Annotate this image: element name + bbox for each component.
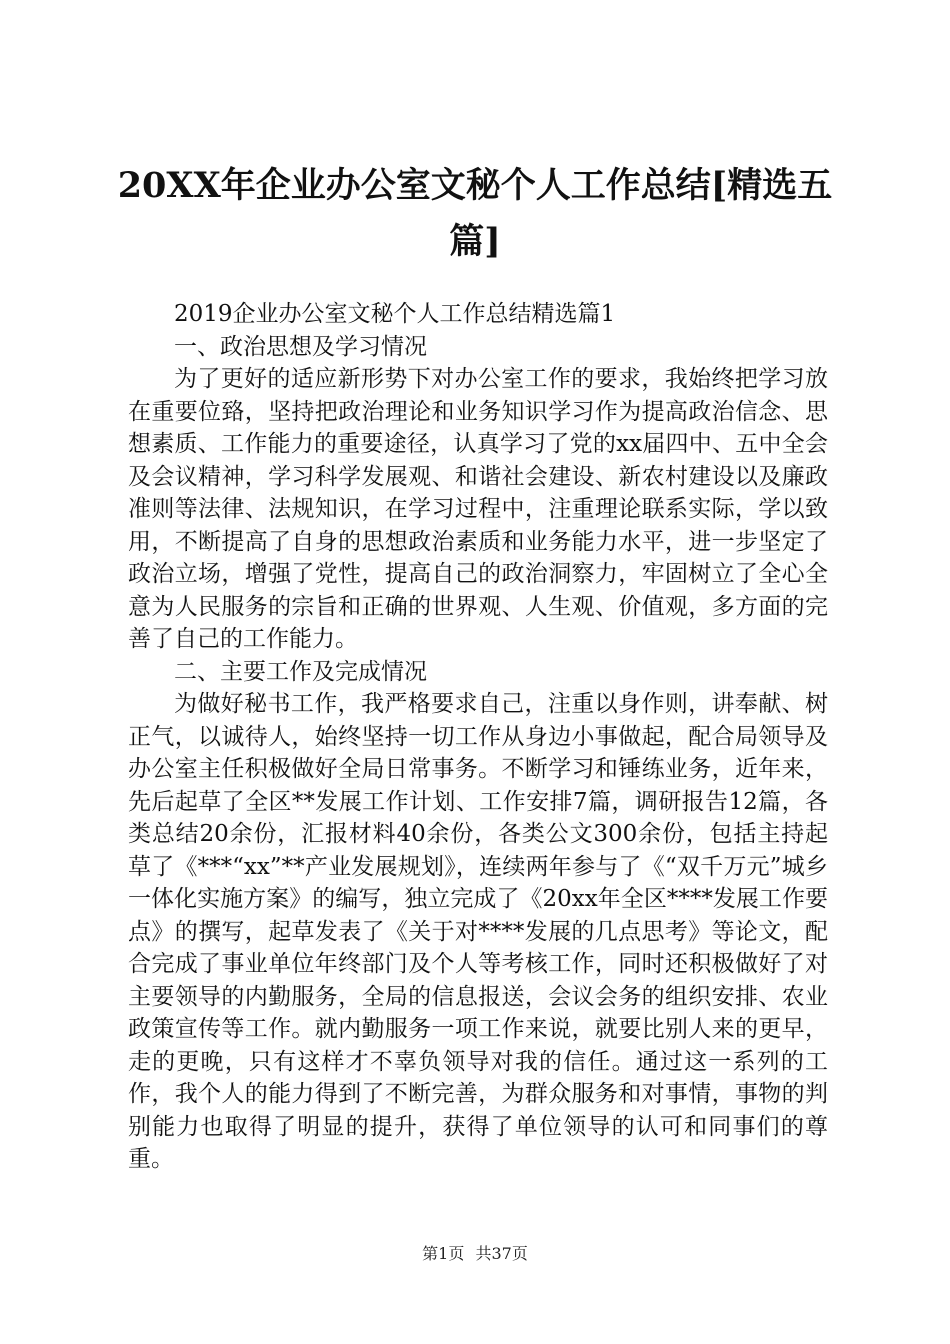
- document-body: [128, 298, 828, 1176]
- page-footer: [0, 1244, 950, 1264]
- section-heading-main-work: 二、主要工作及完成情况: [174, 658, 427, 685]
- section-heading-politics: 一、政治思想及学习情况: [174, 333, 427, 360]
- page-number: 第1页: [422, 1244, 465, 1263]
- paragraph-politics-study: 为了更好的适应新形势下对办公室工作的要求，我始终把学习放在重要位臵，坚持把政治理论和业务知识学习作为提高政治信念、思想素质、工作能力的重要途径，认真学习了党的xx届四中、五中全会及会议精神，学习科学发展观、和谐社会建设、新农村建设以及廉政准则等法律、法规知识，在学习过程中，注重理论联系实际，学以致用，不断提高了自身的思想政治素质和业务能力水平，进一步坚定了政治立场，增强了党性，提高自己的政治洞察力，牢固树立了全心全意为人民服务的宗旨和正确的世界观、人生观、价值观，多方面的完善了自己的工作能力。: [128, 366, 828, 652]
- paragraph-main-work: 为做好秘书工作，我严格要求自己，注重以身作则，讲奉献、树正气，以诚待人，始终坚持一切工作从身边小事做起，配合局领导及办公室主任积极做好全局日常事务。不断学习和锤练业务，近年来，先后起草了全区**发展工作计划、工作安排7篇，调研报告12篇，各类总结20余份，汇报材料40余份，各类公文300余份，包括主持起草了《***“xx”**产业发展规划》，连续两年参与了《“双千万元”城乡一体化实施方案》的编写，独立完成了《20xx年全区****发展工作要点》的撰写，起草发表了《关于对****发展的几点思考》等论文，配合完成了事业单位年终部门及个人等考核工作，同时还积极做好了对主要领导的内勤服务，全局的信息报送，会议会务的组织安排、农业政策宣传等工作。就内勤服务一项工作来说，就要比别人来的更早，走的更晚，只有这样才不辜负领导对我的信任。通过这一系列的工作，我个人的能力得到了不断完善，为群众服务和对事情，事物的判别能力也取得了明显的提升，获得了单位领导的认可和同事们的尊重。: [128, 691, 828, 1172]
- page-total: 共37页: [475, 1244, 528, 1263]
- document-title: 20XX年企业办公室文秘个人工作总结[精选五篇]: [117, 165, 833, 262]
- section-heading-subtitle: 2019企业办公室文秘个人工作总结精选篇1: [174, 301, 616, 327]
